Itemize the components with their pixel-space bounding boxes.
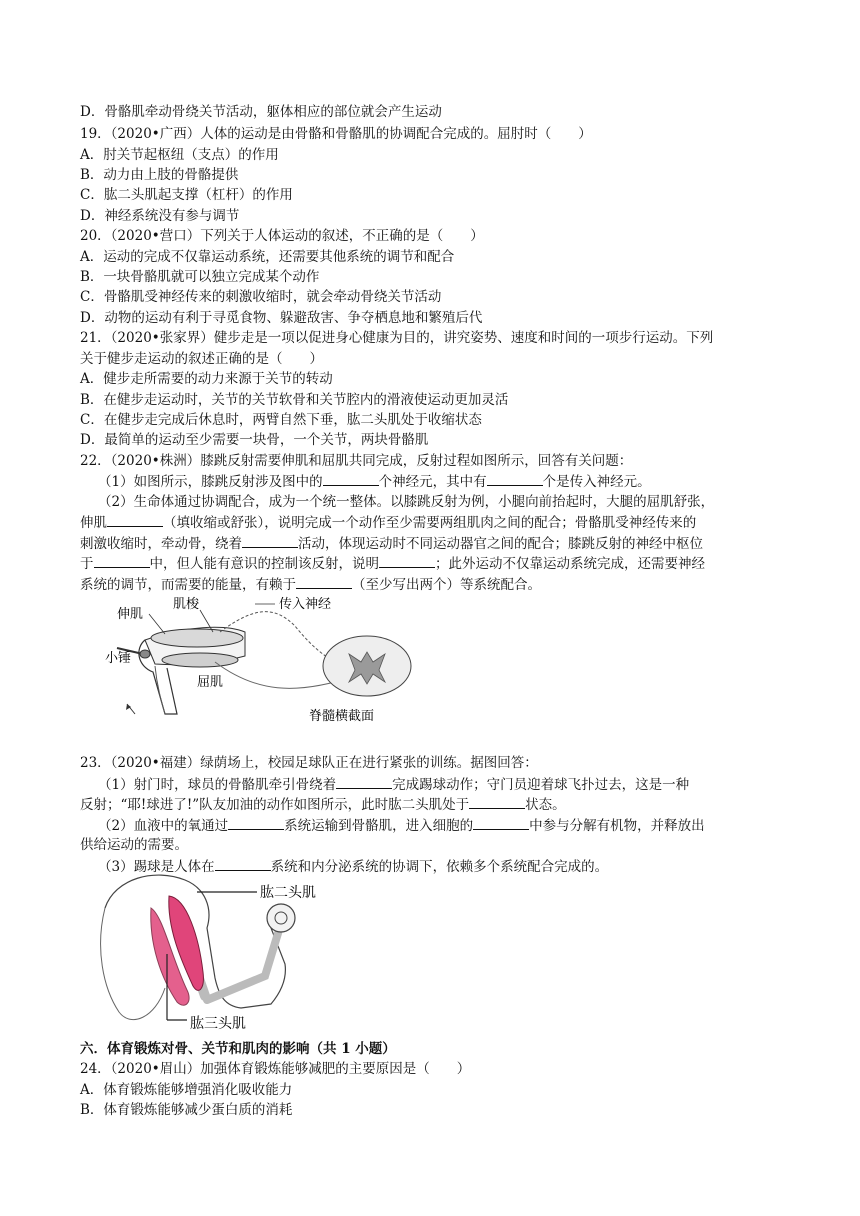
label-flexor: 屈肌 xyxy=(197,675,224,690)
q18-option-d: D．骨骼肌牵动骨绕关节活动，躯体相应的部位就会产生运动 xyxy=(80,104,442,120)
answer-blank[interactable] xyxy=(323,472,379,486)
q21-stem: 21．（2020•张家界）健步走是一项以促进身心健康为目的，讲究姿势、速度和时间的一项步行运动。下列 xyxy=(80,330,714,346)
label-biceps: 肱二头肌 xyxy=(260,885,316,901)
q19-option-a: A．肘关节起枢纽（支点）的作用 xyxy=(80,147,279,163)
q21-option-c: C．在健步走完成后休息时，两臂自然下垂，肱二头肌处于收缩状态 xyxy=(80,412,482,428)
q23-part2-line2: 供给运动的需要。 xyxy=(80,837,188,853)
section-heading: 六．体育锻炼对骨、关节和肌肉的影响（共 1 小题） xyxy=(80,1041,396,1057)
q19-stem: 19．（2020•广西）人体的运动是由骨骼和骨骼肌的协调配合完成的。屈肘时（ ） xyxy=(80,126,592,142)
answer-blank[interactable] xyxy=(469,795,525,809)
answer-blank[interactable] xyxy=(242,534,298,548)
q23-part1: （1）射门时，球员的骨骼肌牵引骨绕着 完成踢球动作；守门员迎着球飞扑过去，这是一种 xyxy=(98,777,690,793)
knee-reflex-figure xyxy=(105,596,415,726)
q22-part2-line3: 刺激收缩时，牵动骨，绕着 活动，体现运动时不同运动器官之间的配合；膝跳反射的神经中枢位 xyxy=(80,536,703,552)
q22-part1: （1）如图所示，膝跳反射涉及图中的 个神经元，其中有 个是传入神经元。 xyxy=(98,474,651,490)
q24-option-a: A．体育锻炼能够增强消化吸收能力 xyxy=(80,1082,293,1098)
q24-option-b: B．体育锻炼能够减少蛋白质的消耗 xyxy=(80,1102,293,1118)
q22-part2-line5: 系统的调节，而需要的能量，有赖于 （至少写出两个）等系统配合。 xyxy=(80,577,541,593)
label-spinal-section: 脊髓横截面 xyxy=(309,709,375,724)
q23-part3: （3）踢球是人体在 系统和内分泌系统的协调下，依赖多个系统配合完成的。 xyxy=(98,859,609,875)
q19-option-b: B．动力由上肢的骨骼提供 xyxy=(80,167,239,183)
answer-blank[interactable] xyxy=(473,816,529,830)
q20-option-c: C．骨骼肌受神经传来的刺激收缩时，就会牵动骨绕关节活动 xyxy=(80,289,442,305)
q21-stem-cont: 关于健步走运动的叙述正确的是（ ） xyxy=(80,351,323,367)
q20-option-d: D．动物的运动有利于寻觅食物、躲避敌害、争夺栖息地和繁殖后代 xyxy=(80,310,483,326)
answer-blank[interactable] xyxy=(94,554,150,568)
answer-blank[interactable] xyxy=(228,816,284,830)
q22-part2-line2: 伸肌 （填收缩或舒张），说明完成一个动作至少需要两组肌肉之间的配合；骨骼肌受神经传来的 xyxy=(80,515,697,531)
q21-option-d: D．最简单的运动至少需要一块骨，一个关节，两块骨骼肌 xyxy=(80,432,429,448)
q20-option-b: B．一块骨骼肌就可以独立完成某个动作 xyxy=(80,269,320,285)
q21-option-a: A．健步走所需要的动力来源于关节的转动 xyxy=(80,371,333,387)
answer-blank[interactable] xyxy=(487,472,543,486)
answer-blank[interactable] xyxy=(379,554,435,568)
q22-stem: 22．（2020•株洲）膝跳反射需要伸肌和屈肌共同完成，反射过程如图所示，回答有关问题： xyxy=(80,453,633,469)
q23-stem: 23．（2020•福建）绿荫场上，校园足球队正在进行紧张的训练。据图回答： xyxy=(80,755,538,771)
q23-part2: （2）血液中的氧通过 系统运输到骨骼肌，进入细胞的 中参与分解有机物，并释放出 xyxy=(98,818,705,834)
q22-part2: （2）生命体通过协调配合，成为一个统一整体。以膝跳反射为例，小腿向前抬起时，大腿的屈肌舒张， xyxy=(98,494,715,510)
q23-part1-line2: 反射；“耶!球进了!”队友加油的动作如图所示，此时肱二头肌处于 状态。 xyxy=(80,797,566,813)
label-triceps: 肱三头肌 xyxy=(190,1016,246,1032)
label-extensor: 伸肌 xyxy=(117,607,144,622)
answer-blank[interactable] xyxy=(296,575,352,589)
label-afferent-nerve: 传入神经 xyxy=(279,597,332,612)
arm-muscle-figure xyxy=(95,868,316,1034)
q19-option-c: C．肱二头肌起支撑（杠杆）的作用 xyxy=(80,187,293,203)
q20-option-a: A．运动的完成不仅靠运动系统，还需要其他系统的调节和配合 xyxy=(80,249,455,265)
answer-blank[interactable] xyxy=(336,775,392,789)
q21-option-b: B．在健步走运动时，关节的关节软骨和关节腔内的滑液使运动更加灵活 xyxy=(80,392,509,408)
q19-option-d: D．神经系统没有参与调节 xyxy=(80,208,240,224)
q24-stem: 24．（2020•眉山）加强体育锻炼能够减肥的主要原因是（ ） xyxy=(80,1061,471,1077)
q22-part2-line4: 于 中，但人能有意识的控制该反射，说明 ；此外运动不仅靠运动系统完成，还需要神经 xyxy=(80,556,705,572)
answer-blank[interactable] xyxy=(107,513,163,527)
label-hammer: 小锤 xyxy=(105,651,132,666)
label-spindle: 肌梭 xyxy=(173,597,200,612)
q20-stem: 20．（2020•营口）下列关于人体运动的叙述，不正确的是（ ） xyxy=(80,228,484,244)
